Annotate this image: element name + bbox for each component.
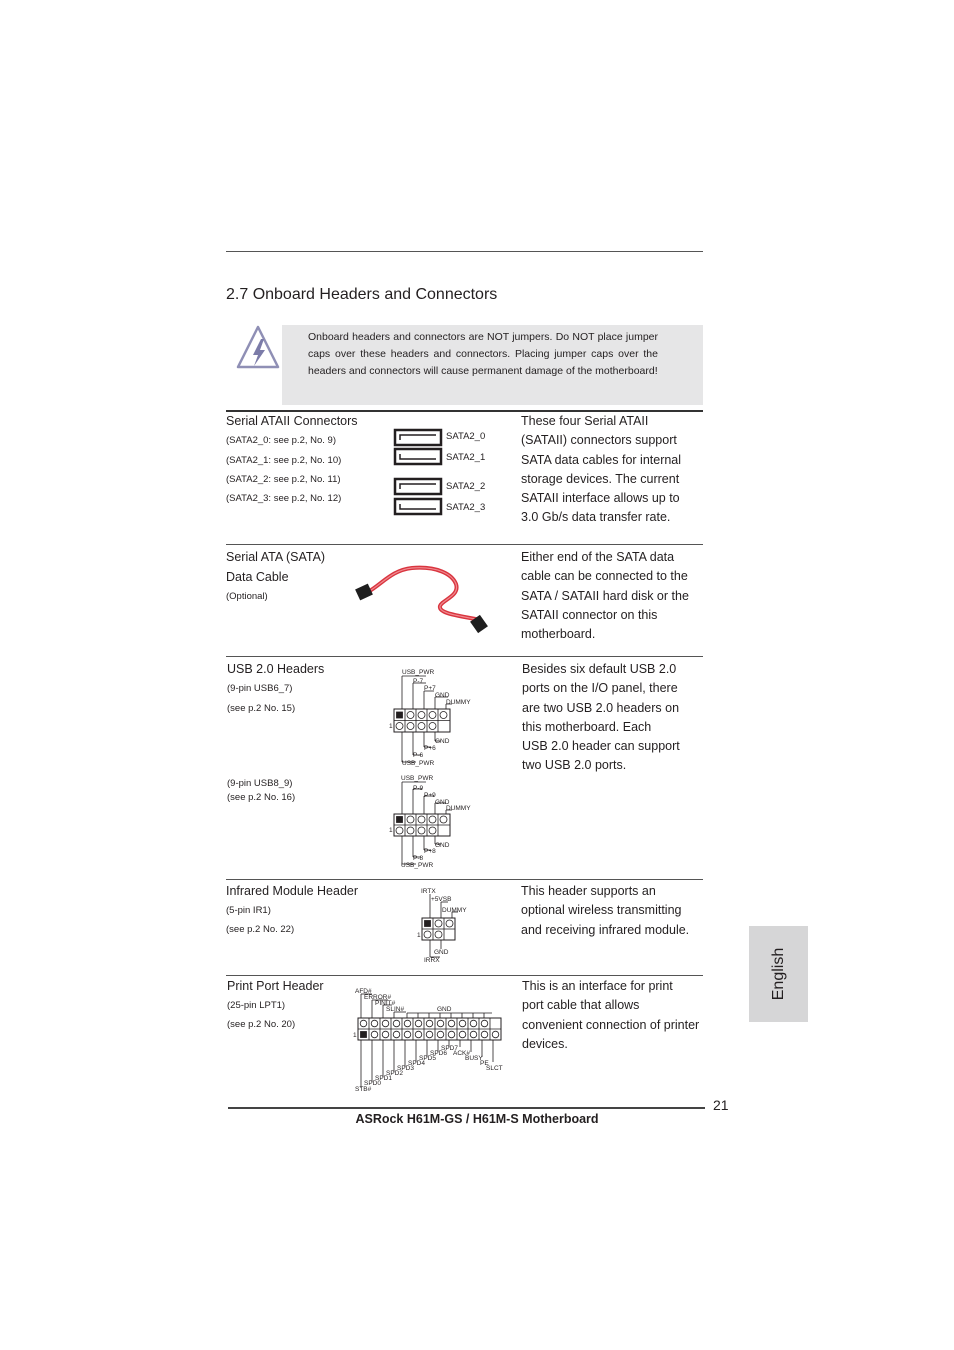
desc-line: convenient connection of printer	[522, 1017, 700, 1032]
pin-label: SPD0	[364, 1080, 381, 1087]
usb-header1-pin: (9-pin USB6_7)	[227, 683, 293, 694]
pin-label: AFD#	[355, 988, 372, 995]
footer-title: ASRock H61M-GS / H61M-S Motherboard	[355, 1112, 599, 1126]
pin-label: SPD7	[441, 1045, 458, 1052]
desc-line: This header supports an	[521, 884, 656, 898]
pin-label: PINIT#	[375, 1000, 396, 1007]
pin-label: USB_PWR	[401, 775, 434, 782]
separator	[226, 656, 703, 657]
sata-connectors-diagram	[392, 427, 444, 519]
usb-title: USB 2.0 Headers	[227, 662, 325, 676]
pin-label: P-9	[413, 785, 424, 792]
desc-line: SATAII interface allows up to	[521, 491, 680, 506]
footer-rule	[228, 1107, 705, 1109]
section-title: 2.7 Onboard Headers and Connectors	[226, 286, 498, 303]
language-tab	[749, 926, 808, 1022]
pin-label: DUMMY	[442, 907, 467, 914]
warning-text: Onboard headers and connectors are NOT jumpers. Do NOT place jumper caps over these headers and connectors. Placing jumper caps over the headers and connectors will cause permanent damage of the motherboard!	[308, 331, 658, 377]
sata-cable-title-2: Data Cable	[226, 570, 289, 584]
pin-label: P+8	[424, 848, 436, 855]
top-rule	[226, 251, 703, 252]
pin-label: BUSY	[465, 1055, 483, 1062]
sata-ref-1: (SATA2_1: see p.2, No. 10)	[226, 455, 342, 466]
page-number: 21	[713, 1097, 729, 1113]
sata-cable-image	[352, 562, 497, 642]
pin-label: IRTX	[421, 888, 436, 895]
pin-label: P-6	[413, 752, 424, 759]
desc-line: USB 2.0 header can support	[522, 739, 680, 754]
desc-line: SATA data cables for internal	[521, 452, 682, 467]
pin-label: P-7	[413, 678, 424, 685]
lpt-header-diagram	[352, 984, 508, 1096]
desc-line: and receiving infrared module.	[521, 922, 690, 937]
sata-label-3: SATA2_3	[446, 502, 486, 513]
pin-label: DUMMY	[446, 699, 471, 706]
pin-label: SPD1	[375, 1075, 392, 1082]
desc-line: two USB 2.0 ports.	[522, 758, 627, 773]
pin-one-label: 1	[389, 827, 393, 834]
pin-label: PE	[480, 1060, 489, 1067]
lpt-ref: (see p.2 No. 20)	[227, 1019, 296, 1030]
sata-connectors-title: Serial ATAII Connectors	[226, 414, 358, 428]
pin-label: ACK#	[453, 1050, 470, 1057]
usb-header2-diagram	[386, 772, 478, 870]
usb-header2-ref: (see p.2 No. 16)	[227, 792, 296, 803]
usb-header2-pin: (9-pin USB8_9)	[227, 778, 293, 789]
pin-label: SPD5	[419, 1055, 436, 1062]
desc-line: These four Serial ATAII	[521, 414, 649, 428]
pin-label: SLIN#	[386, 1006, 405, 1013]
usb-header1-diagram	[386, 664, 478, 772]
pin-label: GND	[434, 949, 449, 956]
separator	[226, 544, 703, 545]
pin-label: ERROR#	[364, 994, 392, 1001]
separator	[226, 975, 703, 976]
pin-label: USB_PWR	[401, 862, 434, 869]
pin-one-label: 1	[389, 723, 393, 730]
pin-label: GND	[437, 1006, 452, 1013]
language-tab-label: English	[769, 947, 787, 1001]
sata-ref-3: (SATA2_3: see p.2, No. 12)	[226, 493, 342, 504]
desc-line: this motherboard. Each	[522, 719, 652, 734]
warning-triangle-icon	[236, 325, 282, 371]
sata-label-1: SATA2_1	[446, 452, 486, 463]
pin-label: GND	[435, 692, 450, 699]
lpt-desc	[522, 977, 699, 1054]
pin-label: IRRX	[424, 957, 440, 964]
pin-label: STB#	[355, 1086, 372, 1093]
ir-ref: (see p.2 No. 22)	[226, 924, 295, 935]
pin-label: SPD2	[386, 1070, 403, 1077]
sata-cable-title: Serial ATA (SATA)	[226, 550, 326, 564]
ir-desc	[521, 882, 689, 940]
sata-cable-desc	[521, 548, 689, 644]
sata-label-2: SATA2_2	[446, 481, 486, 492]
desc-line: ports on the I/O panel, there	[522, 681, 678, 696]
pin-label: P+6	[424, 745, 436, 752]
pin-label: SPD6	[430, 1050, 447, 1057]
pin-label: P-8	[413, 855, 424, 862]
desc-line: SATA / SATAII hard disk or the	[521, 588, 689, 603]
pin-label: SPD4	[408, 1060, 425, 1067]
desc-line: Either end of the SATA data	[521, 550, 675, 564]
ir-pin: (5-pin IR1)	[226, 905, 271, 916]
pin-label: +5VSB	[431, 896, 452, 903]
usb-header1-ref: (see p.2 No. 15)	[227, 703, 296, 714]
desc-line: optional wireless transmitting	[521, 903, 682, 918]
pin-label: SPD3	[397, 1065, 414, 1072]
sata-connectors-desc	[521, 412, 681, 528]
desc-line: are two USB 2.0 headers on	[522, 700, 680, 715]
pin-label: GND	[435, 738, 450, 745]
sata-ref-0: (SATA2_0: see p.2, No. 9)	[226, 435, 337, 446]
separator	[226, 879, 703, 880]
pin-one-label: 1	[353, 1032, 357, 1039]
ir-header-diagram	[414, 884, 474, 966]
pin-label: P+7	[424, 685, 436, 692]
desc-line: (SATAII) connectors support	[521, 433, 677, 448]
pin-label: P+9	[424, 792, 436, 799]
desc-line: This is an interface for print	[522, 979, 673, 993]
desc-line: 3.0 Gb/s data transfer rate.	[521, 510, 671, 525]
pin-label: GND	[435, 842, 450, 849]
desc-line: cable can be connected to the	[521, 569, 688, 584]
pin-label: USB_PWR	[402, 669, 435, 676]
pin-label: GND	[435, 799, 450, 806]
desc-line: SATAII connector on this	[521, 607, 658, 622]
ir-title: Infrared Module Header	[226, 884, 359, 898]
desc-line: motherboard.	[521, 627, 596, 642]
desc-line: storage devices. The current	[521, 471, 680, 486]
desc-line: port cable that allows	[522, 998, 640, 1013]
sata-cable-optional: (Optional)	[226, 591, 268, 602]
pin-label: DUMMY	[446, 805, 471, 812]
lpt-title: Print Port Header	[227, 979, 324, 993]
sata-label-0: SATA2_0	[446, 431, 486, 442]
pin-label: SLCT	[486, 1065, 503, 1072]
usb-desc	[522, 660, 680, 776]
lpt-pin: (25-pin LPT1)	[227, 1000, 286, 1011]
pin-one-label: 1	[417, 932, 421, 939]
desc-line: Besides six default USB 2.0	[522, 662, 677, 676]
pin-label: USB_PWR	[402, 760, 435, 767]
sata-ref-2: (SATA2_2: see p.2, No. 11)	[226, 474, 341, 485]
desc-line: devices.	[522, 1036, 568, 1051]
